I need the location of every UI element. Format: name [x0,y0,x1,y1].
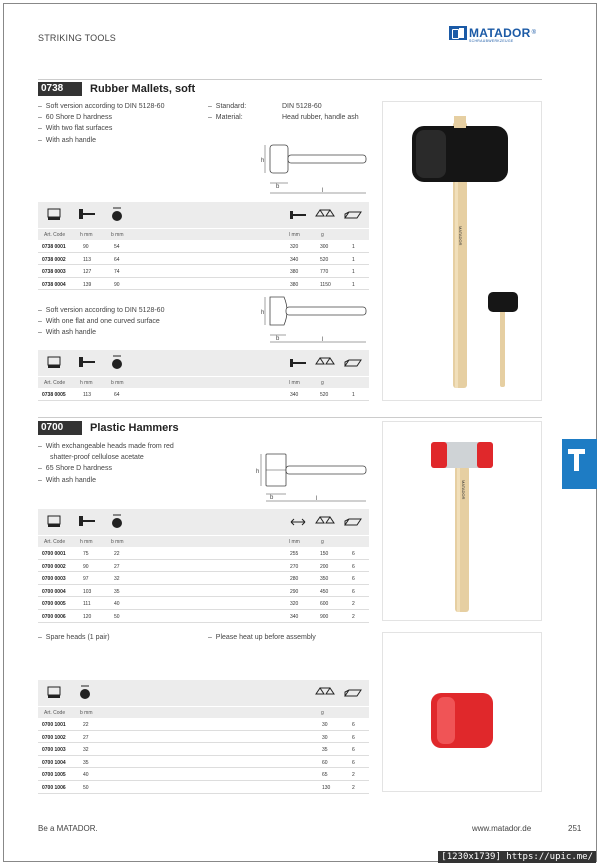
head-diameter-icon [110,513,124,529]
table-row: 0700 1005 40 65 2 [38,768,369,781]
table-row: 0738 0005 113 64 340 520 1 [38,388,369,401]
table-row: 0700 1002 27 30 6 [38,731,369,744]
footer-url[interactable]: www.matador.de [472,824,532,833]
table-row: 0738 0003 127 74 380 770 1 [38,265,369,278]
head-height-icon [78,513,96,529]
svg-text:h: h [261,310,265,316]
bullet: – With one flat and one curved surface [38,318,160,326]
section-divider [38,79,542,80]
svg-text:MATADOR: MATADOR [461,480,466,500]
table-row: 0700 1001 22 30 6 [38,718,369,731]
bullet: – Soft version according to DIN 5128-60 [38,103,165,110]
spare-note: – Spare heads (1 pair) [38,634,110,641]
table-row: 0700 1003 32 35 6 [38,743,369,756]
table-row: 0700 0003 97 32 280 350 6 [38,572,369,585]
product-table-0738-curved [38,350,369,401]
svg-text:b: b [270,495,274,501]
bullet: – With exchangeable heads made from red [38,443,174,450]
svg-text:l: l [322,188,324,194]
head-face-icon [46,684,62,700]
package-icon [343,684,363,700]
striking-tools-tab[interactable] [562,439,597,489]
length-icon [289,206,307,222]
svg-text:b: b [276,336,280,342]
section-title: Rubber Mallets, soft [90,83,196,95]
feature-list-2 [38,305,164,339]
category-title: STRIKING TOOLS [38,33,116,43]
watermark: [1230x1739] https://upic.me/ [438,851,596,863]
bullet: shatter-proof cellulose acetate [50,454,144,462]
product-table-0738 [38,202,369,290]
bullet: – With ash handle [38,136,96,144]
table-row: 0700 1004 35 60 6 [38,756,369,769]
brand-name: MATADOR [469,26,531,40]
spec-list: – Standard: DIN 5128-60 – Material: Head rubber, handle ash [208,103,359,122]
bullet: – Soft version according to DIN 5128-60 [38,307,165,314]
brand-logo[interactable] [449,23,536,43]
hammer-illustration [383,422,541,620]
section-number: 0738 [38,82,82,96]
table-header: Art. Code h mm b mm l mm g [38,228,369,240]
bullet: – With ash handle [38,329,96,337]
table-header: Art. Code h mm b mm l mm g [38,535,369,547]
head-diameter-icon [110,206,124,222]
table-row: 0738 0004 139 90 380 1150 1 [38,278,369,291]
svg-text:l: l [316,496,318,502]
head-diameter-icon [78,684,92,700]
table-row: 0700 0002 90 27 270 200 6 [38,560,369,573]
section-divider [38,417,542,418]
table-icon-bar [38,509,369,535]
table-icon-bar [38,350,369,376]
page-number: 251 [568,824,582,833]
package-icon [343,206,363,222]
table-row: 0700 0006 120 50 340 900 2 [38,610,369,623]
length-icon [289,513,307,529]
spare-head-illustration [383,633,541,791]
product-table-0700 [38,509,369,623]
table-row: 0700 0005 111 40 320 600 2 [38,597,369,610]
hammer-dimension-diagram [252,450,370,504]
package-icon [343,513,363,529]
table-row: 0738 0001 90 54 320 300 1 [38,240,369,253]
table-row: 0700 0001 75 22 255 150 6 [38,547,369,560]
svg-text:MATADOR: MATADOR [458,226,463,246]
svg-text:h: h [261,158,265,164]
table-icon-bar [38,680,369,706]
head-height-icon [78,206,96,222]
head-diameter-icon [110,354,124,370]
section-number: 0700 [38,421,82,435]
package-icon [343,354,363,370]
section-title: Plastic Hammers [90,422,179,434]
table-row: 0738 0002 113 64 340 520 1 [38,253,369,266]
bullet: – With ash handle [38,476,96,484]
head-face-icon [46,206,62,222]
bullet: – With two flat surfaces [38,125,113,133]
svg-text:l: l [322,337,324,343]
feature-list [38,101,164,146]
plastic-hammer-photo [382,421,542,621]
table-row: 0700 0004 103 35 290 450 6 [38,585,369,598]
bullet: – 60 Shore D hardness [38,114,112,122]
table-header: Art. Code h mm b mm l mm g [38,376,369,388]
bullet: – 65 Shore D hardness [38,465,112,473]
table-icon-bar [38,202,369,228]
svg-text:b: b [276,184,280,190]
head-height-icon [78,354,96,370]
spare-heads-table [38,680,369,794]
svg-text:h: h [256,469,260,475]
head-face-icon [46,354,62,370]
scale-icon [314,684,336,700]
table-header: Art. Code b mm g [38,706,369,718]
mallet-illustration [383,102,541,400]
scale-icon [314,206,336,222]
reg-mark: ® [531,30,537,36]
rubber-mallet-photo [382,101,542,401]
heat-note: – Please heat up before assembly [208,634,316,641]
logo-icon [449,26,467,40]
feature-list [38,441,174,486]
head-face-icon [46,513,62,529]
scale-icon [314,354,336,370]
footer-slogan: Be a MATADOR. [38,824,98,833]
brand-sub: SCHRAUBWERKZEUGE [469,39,514,43]
table-row: 0700 1006 50 130 2 [38,781,369,794]
mallet-dimension-diagram [258,143,370,198]
mallet-dimension-diagram-2 [258,295,370,345]
scale-icon [314,513,336,529]
spare-heads-photo [382,632,542,792]
length-icon [289,354,307,370]
